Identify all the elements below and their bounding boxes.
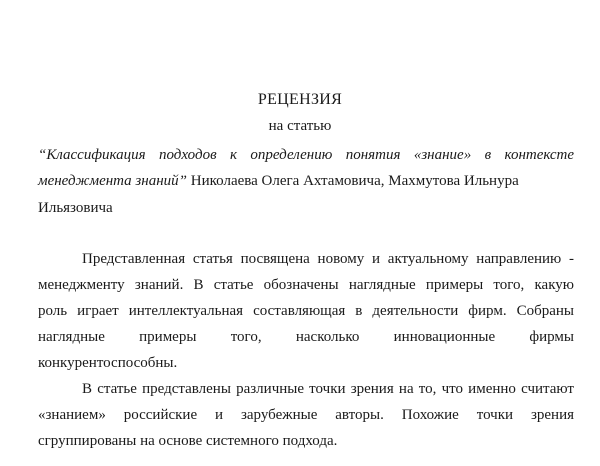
- paragraph-2-line-3: сгруппированы на основе системного подхода.: [38, 433, 338, 449]
- article-title-continuation: менеджмента знаний”: [38, 173, 188, 189]
- paragraph-1-line-1: Представленная статья посвящена новому и актуальному направлению -: [82, 251, 574, 267]
- article-title-line-2: [38, 173, 574, 190]
- article-authors: Николаева Олега Ахтамовича, Махмутова Ильнура: [187, 173, 519, 189]
- article-title-line-1: “Классификация подходов к определению понятия «знание» в контексте: [38, 147, 574, 163]
- article-authors-line-3: Ильязовича: [38, 200, 113, 216]
- review-title: РЕЦЕНЗИЯ: [257, 91, 343, 108]
- paragraph-2-line-1: В статье представлены различные точки зрения на то, что именно считают: [82, 381, 574, 397]
- paragraph-1-line-2: менеджменту знаний. В статье обозначены наглядные примеры того, какую: [38, 277, 574, 293]
- paragraph-1-line-5: конкурентоспособны.: [38, 355, 178, 371]
- paragraph-2-line-2: «знанием» российские и зарубежные авторы. Похожие точки зрения: [38, 407, 574, 423]
- paragraph-1-line-3: роль играет интеллектуальная составляющая в деятельности фирм. Собраны: [38, 303, 574, 319]
- paragraph-1-line-4: наглядные примеры того, насколько инновационные фирмы: [38, 329, 574, 345]
- review-subtitle: на статью: [268, 118, 332, 134]
